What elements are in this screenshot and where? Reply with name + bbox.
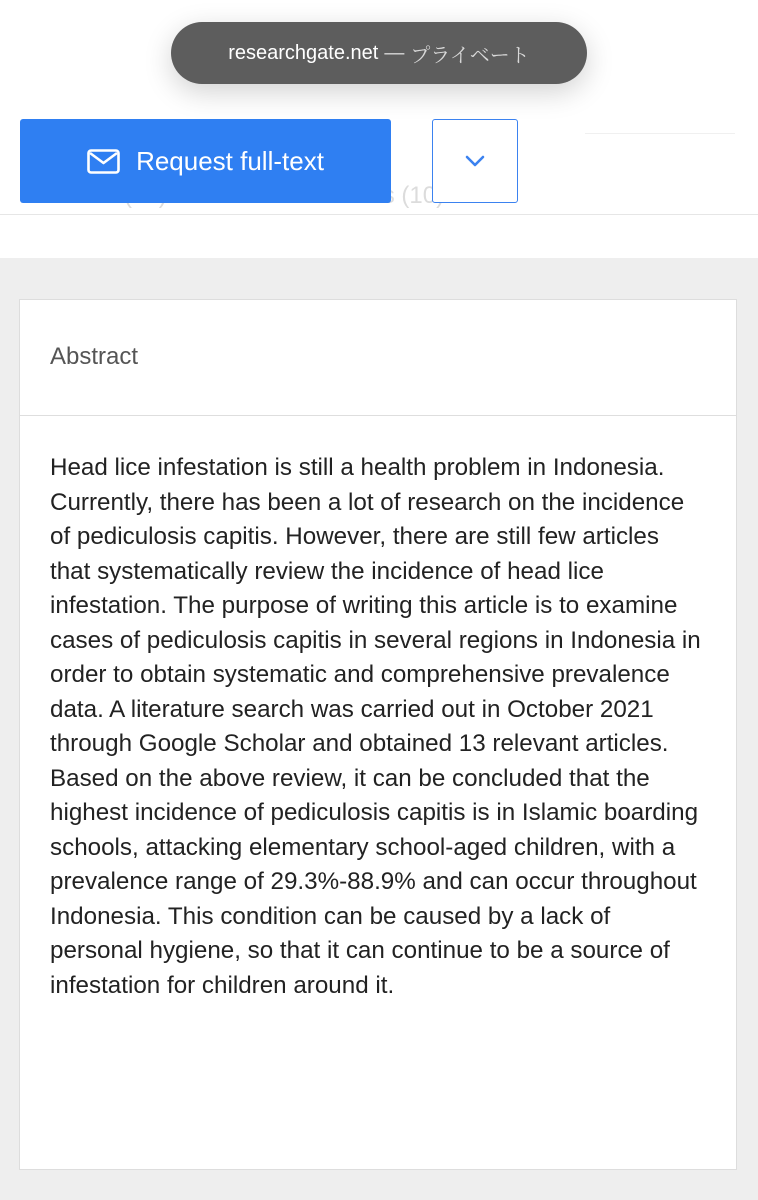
private-mode-label: プライベート xyxy=(410,44,530,67)
mail-icon xyxy=(87,149,120,174)
tabs-divider xyxy=(0,214,758,215)
request-full-text-button[interactable] xyxy=(20,119,391,203)
tab-references[interactable]: (10) xyxy=(401,182,445,209)
divider xyxy=(585,133,735,134)
abstract-card xyxy=(19,299,737,1170)
url-bar[interactable] xyxy=(171,22,587,84)
request-full-text-label: Request full-text xyxy=(136,145,324,176)
abstract-header xyxy=(20,300,736,416)
more-options-dropdown-button[interactable] xyxy=(432,119,518,203)
abstract-title: Abstract xyxy=(50,343,139,370)
abstract-text: Head lice infestation is still a health problem in Indonesia. Currently, there has been a lot of research on the incidence of pediculosis capitis. However, there are still few articles that systematically review the incidence of head lice infestation. The purpose of writing this article is to examine cases of pediculosis capitis in several regions in Indonesia in order to obtain systematic and comprehensive prevalence data. A literature search was carried out in October 2021 through Google Scholar and obtained 13 relevant articles. Based on the above review, it can be concluded that the highest incidence of pediculosis capitis is in Islamic boarding schools, attacking elementary school-aged children, with a prevalence range of 29.3%-88.9% and can occur throughout Indonesia. This condition can be caused by a lack of personal hygiene, so that it can continue to be a source of infestation for children around it. xyxy=(50,454,701,999)
url-separator: — xyxy=(384,41,405,64)
chevron-down-icon xyxy=(465,155,485,167)
url-host: researchgate.net xyxy=(228,41,379,64)
